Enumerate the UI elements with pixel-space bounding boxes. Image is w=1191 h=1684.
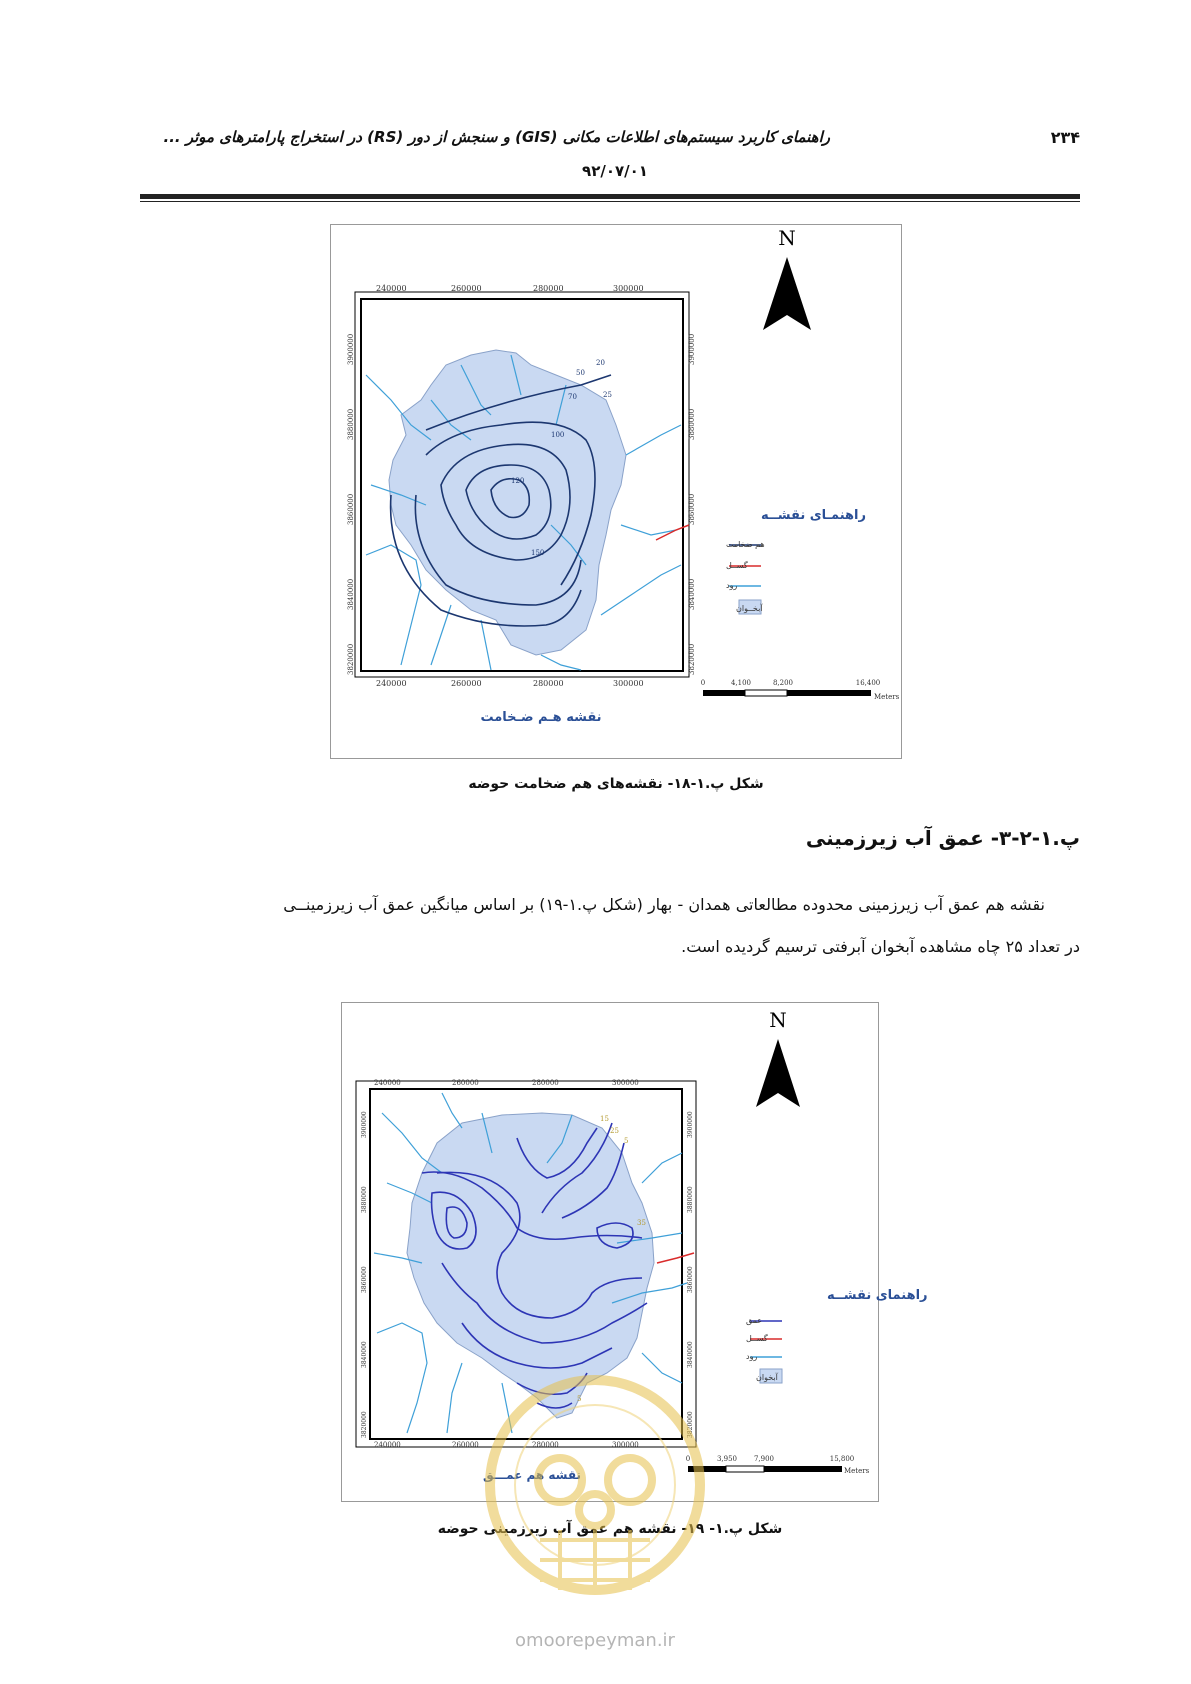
x-tick-label: 300000 — [613, 284, 644, 293]
legend-item: عمق — [746, 1316, 763, 1325]
north-arrow-icon — [763, 257, 811, 330]
legend-item: رود — [726, 581, 738, 590]
contour-label: 20 — [596, 359, 605, 367]
legend-title: راهنمای نقشــه — [827, 1288, 928, 1303]
legend-item: رود — [746, 1352, 758, 1361]
y-tick-label: 3840000 — [347, 578, 355, 610]
y-tick-label: 3820000 — [688, 643, 696, 675]
scale-label: 4,100 — [730, 679, 752, 687]
y-axis-left — [361, 1111, 368, 1438]
x-tick-label: 280000 — [533, 679, 564, 688]
x-tick-label: 240000 — [374, 1079, 401, 1087]
x-tick-label: 300000 — [612, 1079, 639, 1087]
legend-item: گســل — [746, 1334, 768, 1343]
legend-item: آبخــوان — [736, 604, 763, 613]
figure-thickness-map — [330, 224, 902, 759]
y-tick-label: 3840000 — [687, 1341, 694, 1368]
x-tick-label: 280000 — [533, 284, 564, 293]
contour-label: 25 — [610, 1127, 619, 1135]
contour-label: 50 — [576, 369, 585, 377]
scale-bar — [701, 679, 900, 701]
scale-bar — [686, 1455, 870, 1475]
y-tick-label: 3900000 — [347, 333, 355, 365]
header-rule-thin — [140, 201, 1080, 202]
scale-unit: Meters — [874, 693, 900, 701]
y-tick-label: 3880000 — [688, 408, 696, 440]
y-tick-label: 3900000 — [687, 1111, 694, 1138]
map-legend — [746, 1316, 782, 1383]
contour-label: 5 — [624, 1137, 629, 1145]
x-tick-label: 300000 — [612, 1441, 639, 1449]
scale-label: 16,400 — [855, 679, 881, 687]
y-tick-label: 3820000 — [361, 1411, 368, 1438]
legend-item: هم ضخامت — [726, 540, 765, 549]
contour-label: 5 — [577, 1395, 582, 1403]
y-tick-label: 3880000 — [361, 1186, 368, 1213]
paragraph-line: نقشه هم عمق آب زیرزمینی محدوده مطالعاتی همدان - بهار (شکل پ.۱-۱۹) بر اساس میانگین عمق آب زیرزمینــی — [283, 895, 1045, 914]
contour-label: 15 — [600, 1115, 609, 1123]
paragraph-line: در تعداد ۲۵ چاه مشاهده آبخوان آبرفتی ترسیم گردیده است. — [681, 937, 1080, 956]
y-tick-label: 3840000 — [688, 578, 696, 610]
contour-label: 120 — [511, 477, 525, 485]
x-tick-label: 260000 — [451, 679, 482, 688]
legend-item: گســل — [726, 561, 748, 570]
map-legend — [726, 540, 765, 614]
watermark-logo-icon — [480, 1370, 710, 1610]
running-header-title: راهنمای کاربرد سیستم‌های اطلاعات مکانی (GIS) و سنجش از دور (RS) در استخراج پارامترهای موثر ... — [163, 128, 830, 146]
y-tick-label: 3900000 — [361, 1111, 368, 1138]
y-tick-label: 3860000 — [688, 493, 696, 525]
map-title: نقشه هم عمـــق — [482, 1468, 582, 1482]
y-tick-label: 3820000 — [687, 1411, 694, 1438]
x-tick-label: 300000 — [613, 679, 644, 688]
x-tick-label: 260000 — [452, 1079, 479, 1087]
page-number: ۲۳۴ — [1050, 128, 1080, 147]
north-arrow-icon — [756, 1039, 800, 1107]
x-tick-label: 240000 — [376, 284, 407, 293]
header-code: ۹۲/۰۷/۰۱ — [582, 162, 648, 180]
x-axis-top — [374, 1079, 639, 1087]
contour-label: 150 — [531, 549, 545, 557]
section-heading: پ.۱-۲-۳- عمق آب زیرزمینی — [805, 826, 1080, 850]
x-tick-label: 260000 — [452, 1441, 479, 1449]
y-tick-label: 3860000 — [347, 493, 355, 525]
y-tick-label: 3860000 — [687, 1266, 694, 1293]
contour-label: 25 — [603, 391, 612, 399]
scale-label: 3,950 — [716, 1455, 738, 1463]
y-axis-left — [347, 334, 355, 675]
scale-label: 7,900 — [753, 1455, 775, 1463]
legend-title: راهنمـای نقشــه — [761, 508, 866, 523]
x-tick-label: 280000 — [532, 1441, 559, 1449]
scale-label: 15,800 — [829, 1455, 855, 1463]
x-tick-label: 280000 — [532, 1079, 559, 1087]
x-tick-label: 240000 — [374, 1441, 401, 1449]
scale-label: 0 — [685, 1455, 691, 1463]
scale-label: 0 — [700, 679, 706, 687]
x-tick-label: 260000 — [451, 284, 482, 293]
header-rule — [140, 194, 1080, 199]
scale-unit: Meters — [844, 1467, 870, 1475]
y-tick-label: 3820000 — [347, 643, 355, 675]
contour-label: 100 — [551, 431, 565, 439]
y-tick-label: 3840000 — [361, 1341, 368, 1368]
thickness-map-svg — [331, 225, 903, 760]
x-tick-label: 240000 — [376, 679, 407, 688]
north-label: N — [769, 1008, 787, 1032]
legend-item: آبخوان — [756, 1373, 778, 1382]
scale-label: 8,200 — [772, 679, 794, 687]
north-label: N — [778, 226, 796, 250]
contour-label: 35 — [637, 1219, 646, 1227]
contour-label: 70 — [568, 393, 577, 401]
y-tick-label: 3880000 — [347, 408, 355, 440]
map-title: نقشه هـم ضـخامت — [480, 710, 602, 725]
figure-caption: شکل پ.۱-۱۸- نقشه‌های هم ضخامت حوضه — [468, 776, 764, 792]
x-axis-bottom — [376, 679, 644, 688]
y-tick-label: 3900000 — [688, 333, 696, 365]
y-tick-label: 3860000 — [361, 1266, 368, 1293]
watermark-text: omoorepeyman.ir — [515, 1630, 675, 1651]
y-tick-label: 3880000 — [687, 1186, 694, 1213]
figure-caption: شکل پ.۱- ۱۹- نقشه هم عمق آب زیرزمینی حوضه — [437, 1521, 783, 1537]
